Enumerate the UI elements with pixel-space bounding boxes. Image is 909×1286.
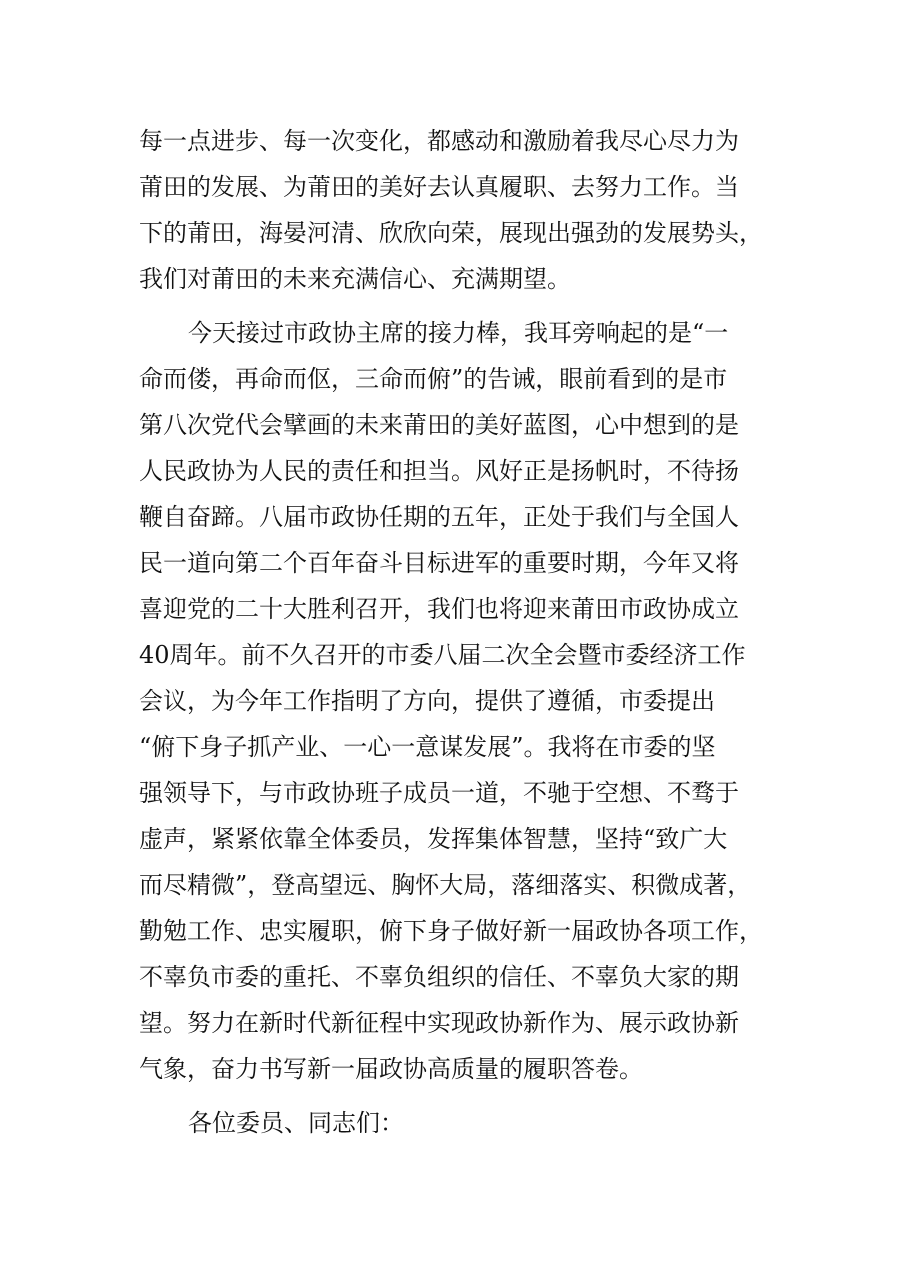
text-line: “俯下身子抓产业、一心一意谋发展”。我将在市委的坚 bbox=[139, 733, 716, 761]
text-line: 勤勉工作、忠实履职，俯下身子做好新一届政协各项工作， bbox=[139, 917, 763, 945]
paragraph-3 bbox=[139, 1100, 771, 1146]
text-line: 强领导下，与市政协班子成员一道，不驰于空想、不骛于 bbox=[139, 779, 739, 807]
text-line: 虚声，紧紧依靠全体委员，发挥集体智慧，坚持“致广大 bbox=[139, 825, 728, 853]
text-line: 会议，为今年工作指明了方向，提供了遵循，市委提出 bbox=[139, 687, 715, 715]
document-body bbox=[139, 118, 771, 1154]
text-line: 民一道向第二个百年奋斗目标进军的重要时期，今年又将 bbox=[139, 549, 739, 577]
text-line: 人民政协为人民的责任和担当。风好正是扬帆时，不待扬 bbox=[139, 457, 739, 485]
text-line: 40周年。前不久召开的市委八届二次全会暨市委经济工作 bbox=[139, 641, 746, 669]
text-line: 今天接过市政协主席的接力棒，我耳旁响起的是“一 bbox=[188, 319, 729, 347]
text-line: 不辜负市委的重托、不辜负组织的信任、不辜负大家的期 bbox=[139, 963, 739, 991]
text-line: 望。努力在新时代新征程中实现政协新作为、展示政协新 bbox=[139, 1009, 739, 1037]
text-line: 第八次党代会擘画的未来莆田的美好蓝图，心中想到的是 bbox=[139, 411, 739, 439]
salutation-line: 各位委员、同志们： bbox=[188, 1109, 404, 1137]
paragraph-1 bbox=[139, 118, 771, 302]
text-line: 命而偻，再命而伛，三命而俯”的告诫，眼前看到的是市 bbox=[139, 365, 728, 393]
text-line: 我们对莆田的未来充满信心、充满期望。 bbox=[139, 265, 571, 293]
text-line: 鞭自奋蹄。八届市政协任期的五年，正处于我们与全国人 bbox=[139, 503, 739, 531]
text-line: 下的莆田，海晏河清、欣欣向荣，展现出强劲的发展势头， bbox=[139, 219, 763, 247]
text-line: 每一点进步、每一次变化，都感动和激励着我尽心尽力为 bbox=[139, 127, 739, 155]
paragraph-2 bbox=[139, 310, 771, 1092]
text-line: 而尽精微”，登高望远、胸怀大局，落细落实、积微成著， bbox=[139, 871, 752, 899]
text-line: 喜迎党的二十大胜利召开，我们也将迎来莆田市政协成立 bbox=[139, 595, 739, 623]
text-line: 莆田的发展、为莆田的美好去认真履职、去努力工作。当 bbox=[139, 173, 739, 201]
text-line: 气象，奋力书写新一届政协高质量的履职答卷。 bbox=[139, 1055, 643, 1083]
